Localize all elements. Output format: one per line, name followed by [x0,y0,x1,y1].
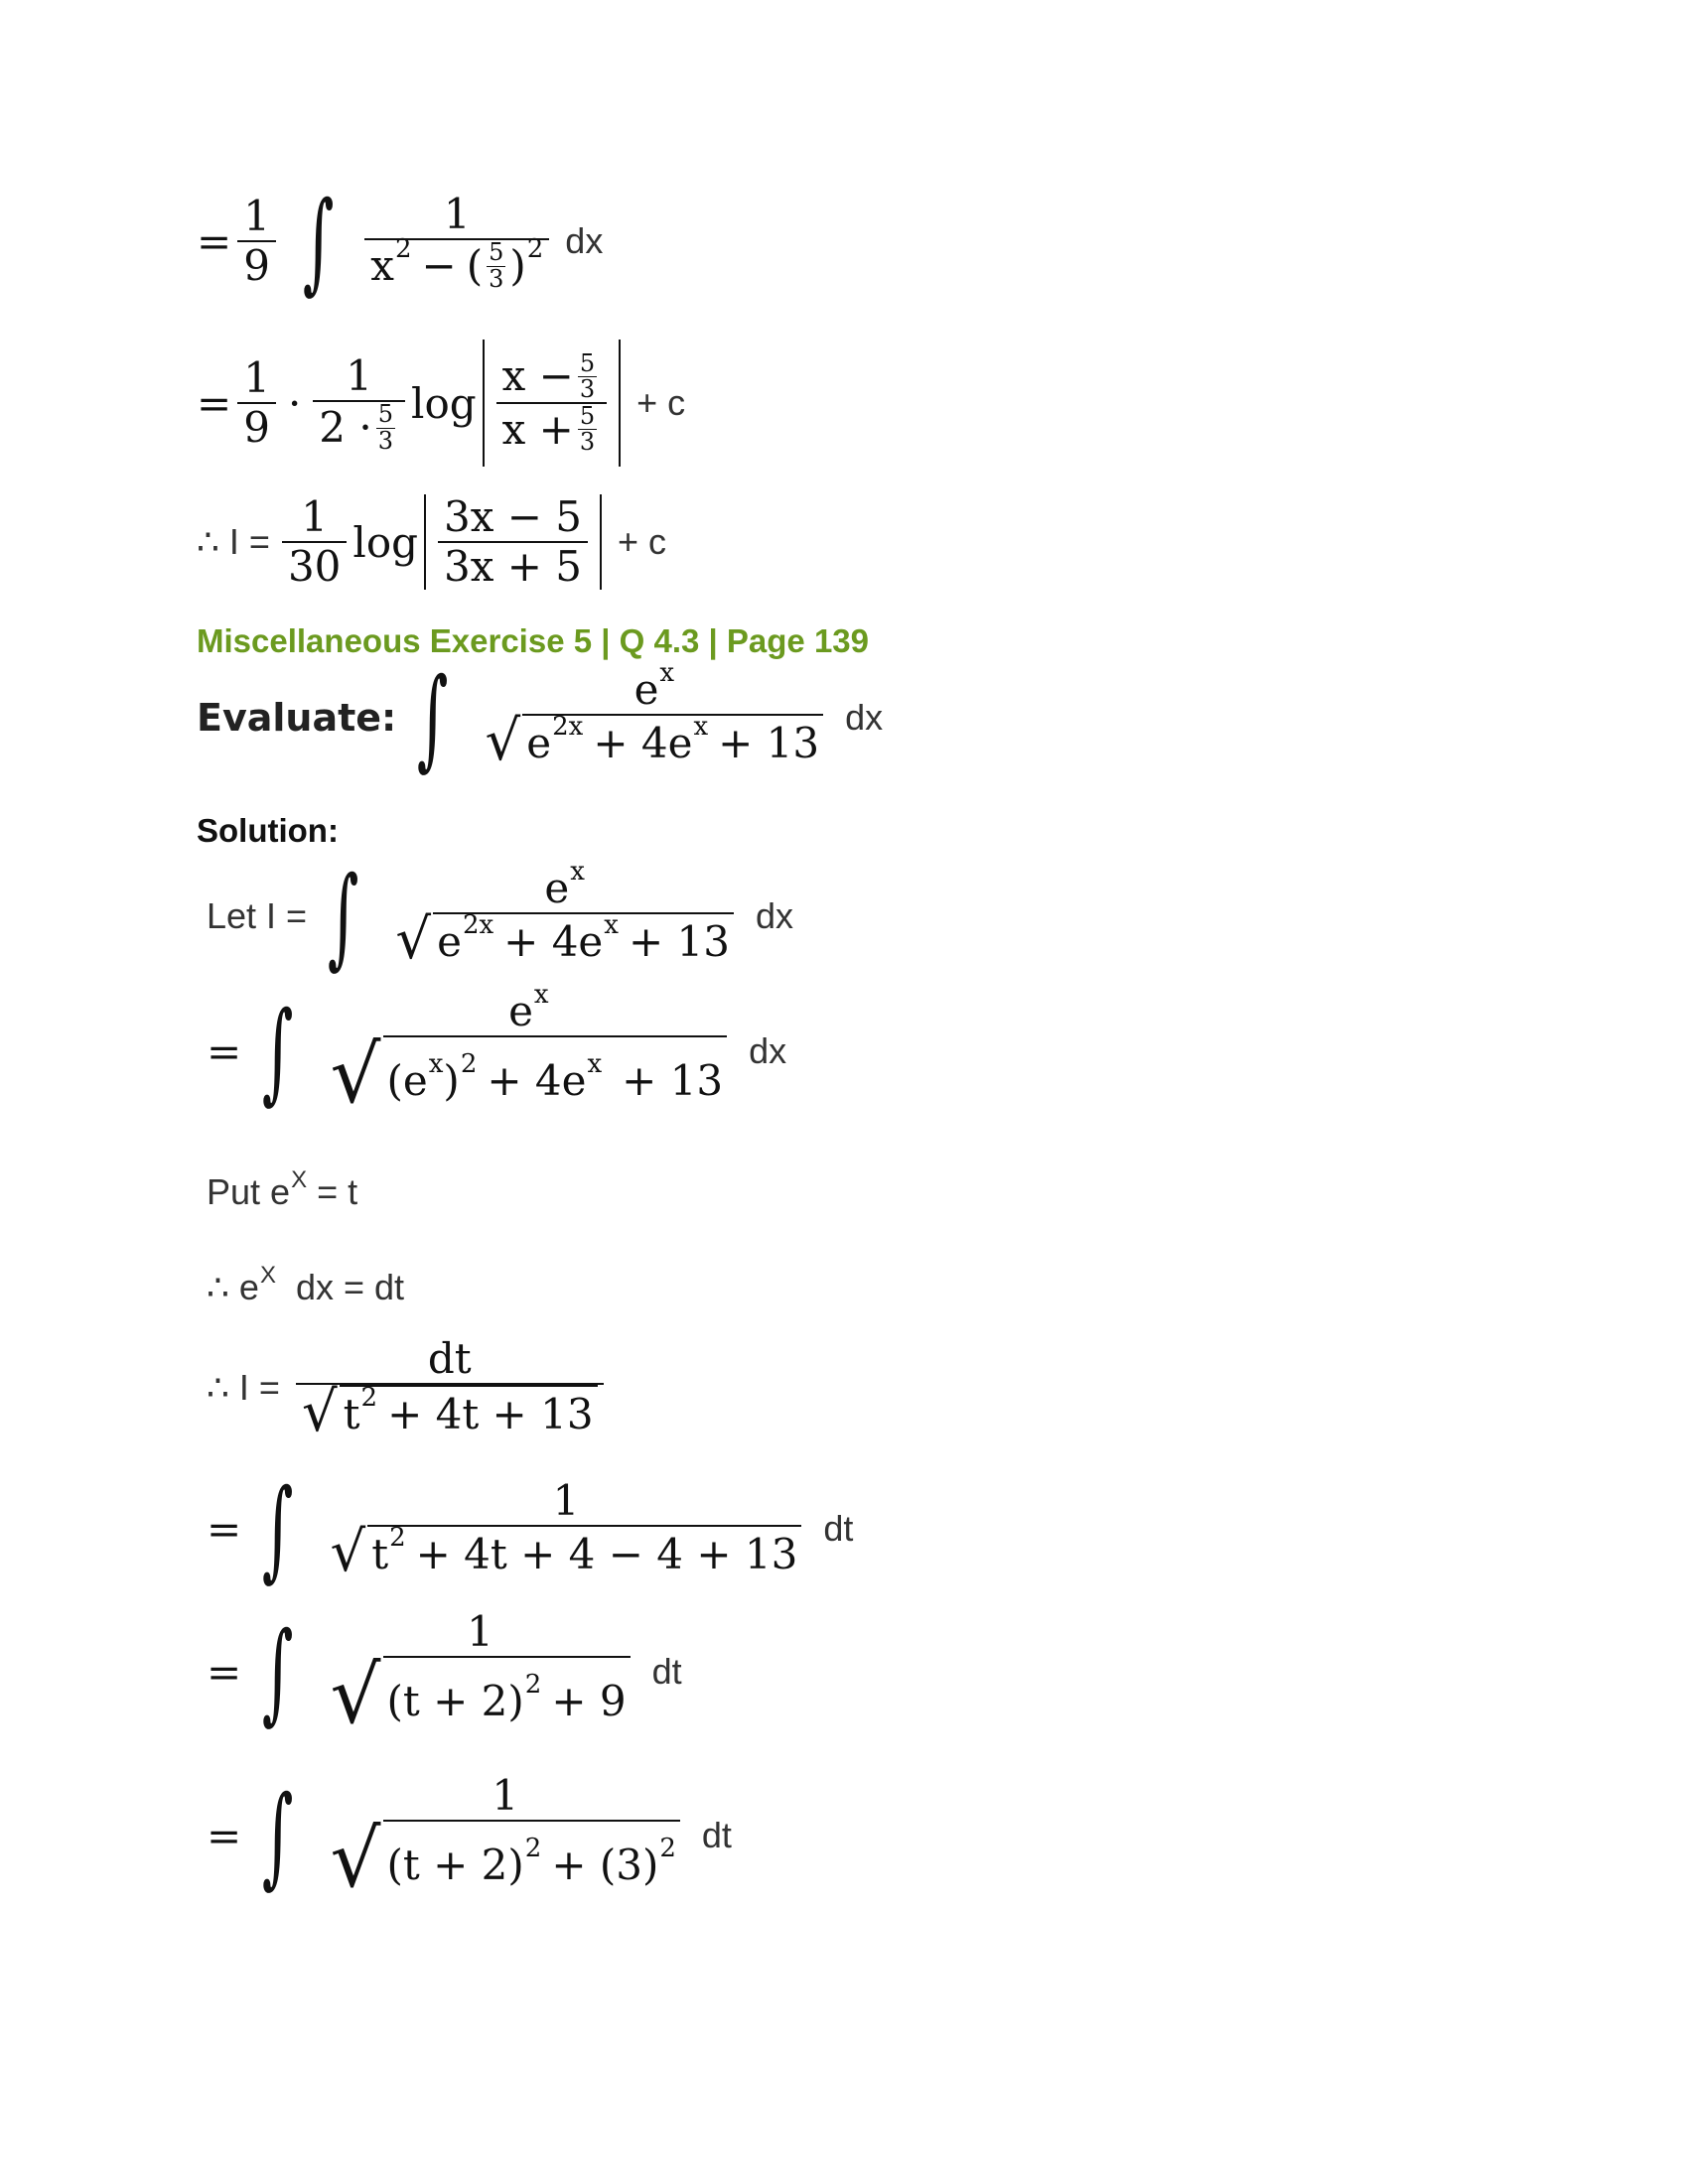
integral-sign: ∫ [327,853,359,980]
five-thirds: 5 3 [489,238,504,293]
evaluate-label: Evaluate: [197,696,397,740]
absolute-value: x − $\frac{5}{3}$ x + $\frac{5}{3}$ [483,340,622,467]
absolute-value: $\frac{3x - 5}{3x + 5}$ [424,494,602,590]
integral-sign: ∫ [262,1608,294,1736]
step-substituted-integral: ∴ I = dt √ t 2 + 4t + 13 [207,1335,610,1440]
equation-line-2: = $\frac{1}{9}$ · 1 2 · 5 3 log x − $\frac{5}{3}$ x + $\frac{5}{3}$ + c [197,340,685,467]
integral-sign: ∫ [262,1465,294,1592]
step-standard-form: = ∫ 1 √ (t + 2) 2 + (3) 2 dt [207,1771,732,1906]
question-line: Evaluate: ∫ e x √ e 2x + 4e x + 13 dx [197,654,884,781]
step-rewrite: = ∫ e x √ (e x ) 2 + 4e x + 13 dx [207,980,787,1122]
log-label: log [411,378,477,428]
equals-sign: = [197,216,232,266]
coefficient-fraction: $\frac{1}{9}$ [237,193,276,291]
coefficient-fraction: $\frac{1}{9}$ [237,354,276,453]
coefficient-fraction: $\frac{1}{30}$ [282,493,347,592]
dx-label: dx [565,220,604,261]
integral-sign: ∫ [262,1772,294,1900]
step-let-i: Let I = ∫ e x √ e 2x + 4e x + 13 dx [207,853,793,980]
step-differential: ∴ e X dx = dt [207,1262,405,1307]
half-reciprocal-fraction: 1 2 · 5 3 [313,352,405,454]
integral-sign: ∫ [302,178,335,305]
equation-line-3: ∴ I = $\frac{1}{30}$ log $\frac{3x - 5}{3x + 5}$ + c [197,492,667,592]
step-square-form: = ∫ 1 √ (t + 2) 2 + 9 dt [207,1607,682,1742]
solution-label: Solution: [197,812,339,849]
equation-line-1 [197,178,604,305]
integral-sign: ∫ [417,654,449,781]
exercise-heading-link[interactable]: Miscellaneous Exercise 5 | Q 4.3 | Page 139 [197,622,870,659]
integral-sign: ∫ [262,988,294,1116]
step-substitution: Put e X = t [207,1166,358,1212]
integrand-fraction: 1 x 2 − ( 5 3 ) 2 [364,191,549,292]
step-complete-square: = ∫ 1 √ t 2 + 4t + 4 − 4 + 13 dt [207,1465,854,1592]
